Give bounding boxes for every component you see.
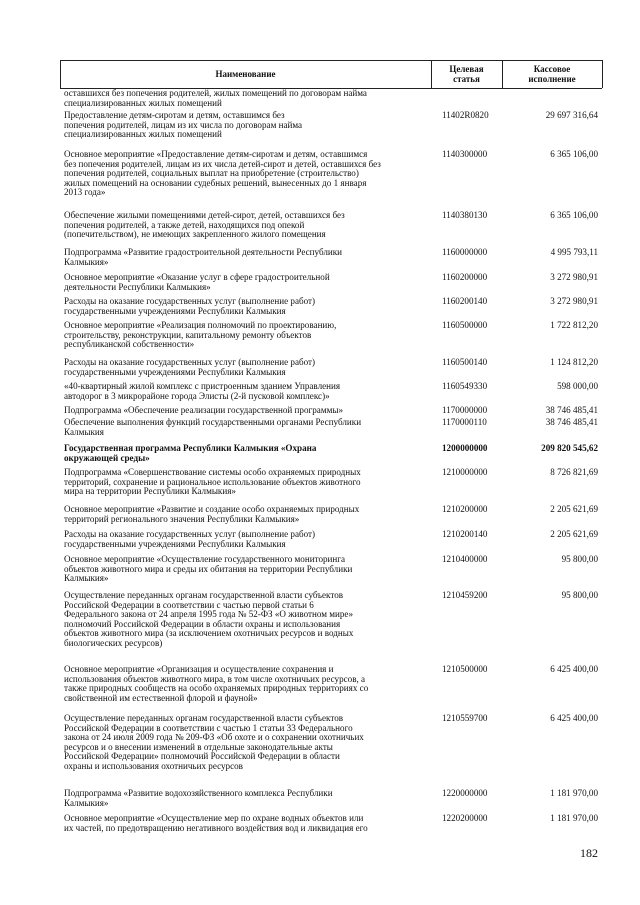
row-name: Основное мероприятие «Предоставление детям-сиротам и детям, оставшимся без попечения родителей, лицам из их числа детей-сирот и детей, оставшихся без попечения родителей, социальных выплат на приобретение (строительство) жилых помещений на основании судебных решений, вынесенных до 1 января 2013 года» <box>64 149 381 198</box>
row-amount: 1 722 812,20 <box>550 320 598 330</box>
page-number: 182 <box>580 846 598 860</box>
row-amount: 38 746 485,41 <box>545 405 598 415</box>
row-name: «40-квартирный жилой комплекс с пристроенным зданием Управления автодорог в 3 микрорайоне города Элисты (2-й пусковой комплекс)» <box>64 381 341 401</box>
row-name: Основное мероприятие «Реализация полномочий по проектированию, строительству, реконструкции, капитальному ремонту объектов республиканской собственности» <box>64 320 337 350</box>
row-code: 1160200000 <box>442 272 488 282</box>
row-amount: 209 820 545,62 <box>541 443 598 453</box>
row-amount: 1 181 970,00 <box>550 788 598 798</box>
table-right-border <box>602 60 603 88</box>
row-name: Расходы на оказание государственных услуг (выполнение работ) государственными учреждениями Республики Калмыкия <box>64 529 316 549</box>
row-code: 1160549330 <box>442 381 488 391</box>
row-code: 1160000000 <box>442 247 488 257</box>
row-code: 1210200140 <box>442 529 488 539</box>
row-code: 1210500000 <box>442 664 488 674</box>
row-code: 1220000000 <box>442 788 488 798</box>
row-name: Расходы на оказание государственных услуг (выполнение работ) государственными учреждениями Республики Калмыкия <box>64 296 316 316</box>
row-code: 1220200000 <box>442 813 488 823</box>
row-name: Осуществление переданных органам государственной власти субъектов Российской Федерации в соответствии с частью 1 статьи 33 Федерального закона от 24 июля 2009 года № 209-ФЗ «Об охоте и о сохранении охотничьих ресурсов и о внесении изменений в отдельные законодательные акты Российской Федерации» полномочий Российской Федерации в области охраны и использования охотничьих ресурсов <box>64 713 364 771</box>
row-name: Основное мероприятие «Организация и осуществление сохранения и использования объектов животного мира, в том числе охотничьих ресурсов, а также природных сообществ на особо охраняемых природных территориях со свойственной им естественной флорой и фауной» <box>64 664 369 703</box>
row-name: Обеспечение жилыми помещениями детей-сирот, детей, оставшихся без попечения родителей, а также детей, находящихся под опекой (попечительством), не имеющих закрепленного жилого помещения <box>64 210 345 240</box>
row-name: Основное мероприятие «Развитие и создание особо охраняемых природных территорий регионального значения Республики Калмыкия» <box>64 504 360 524</box>
row-amount: 4 995 793,11 <box>550 247 598 257</box>
row-name: Расходы на оказание государственных услуг (выполнение работ) государственными учреждениями Республики Калмыкия <box>64 357 316 377</box>
row-amount: 598 000,00 <box>557 381 598 391</box>
row-name: Основное мероприятие «Оказание услуг в сфере градостроительной деятельности Республики Калмыкия» <box>64 272 330 292</box>
row-code: 1210000000 <box>442 467 488 477</box>
row-code: 1210459200 <box>442 590 488 600</box>
row-amount: 1 124 812,20 <box>550 357 598 367</box>
row-code: 1210559700 <box>442 713 488 723</box>
row-name: Основное мероприятие «Осуществление мер по охране водных объектов или их частей, по предотвращению негативного воздействия вод и ликвидация его <box>64 813 368 833</box>
row-amount: 6 425 400,00 <box>550 713 598 723</box>
row-amount: 2 205 621,69 <box>550 504 598 514</box>
row-amount: 8 726 821,69 <box>550 467 598 477</box>
row-name: Государственная программа Республики Калмыкия «Охрана окружающей среды» <box>64 443 317 463</box>
row-name: Подпрограмма «Развитие водохозяйственного комплекса Республики Калмыкия» <box>64 788 333 808</box>
row-code: 1210200000 <box>442 504 488 514</box>
row-name: Основное мероприятие «Осуществление государственного мониторинга объектов животного мира и среды их обитания на территории Республики Калмыкия» <box>64 554 353 584</box>
row-amount: 1 181 970,00 <box>550 813 598 823</box>
row-code: 1160500000 <box>442 320 488 330</box>
row-code: 1170000000 <box>442 405 488 415</box>
row-name: Подпрограмма «Развитие градостроительной деятельности Республики Калмыкия» <box>64 247 343 267</box>
row-amount: 29 697 316,64 <box>545 110 598 120</box>
row-amount: 3 272 980,91 <box>550 272 598 282</box>
header-code: Целевая статья <box>449 63 484 84</box>
header-name: Наименование <box>215 68 276 79</box>
row-amount: 6 365 106,00 <box>550 149 598 159</box>
row-code: 1200000000 <box>442 443 488 453</box>
row-name: Предоставление детям-сиротам и детям, оставшимся без попечения родителей, лицам из их числа по договорам найма специализированных жилых помещений <box>64 110 303 140</box>
row-amount: 95 800,00 <box>561 590 598 600</box>
row-code: 1140300000 <box>442 149 488 159</box>
row-amount: 95 800,00 <box>561 554 598 564</box>
row-code: 1210400000 <box>442 554 488 564</box>
row-name: Обеспечение выполнения функций государственными органами Республики Калмыкия <box>64 417 362 437</box>
row-code: 1160500140 <box>442 357 488 367</box>
row-code: 1140380130 <box>442 210 488 220</box>
row-name: Осуществление переданных органам государственной власти субъектов Российской Федерации в соответствии с частью первой статьи 6 Федерального закона от 24 апреля 1995 года № 52-ФЗ «О животном мире» полномочий Российской Федерации в области охраны и использования объектов животного мира (за исключением охотничьих ресурсов и водных биологических ресурсов) <box>64 590 354 648</box>
row-name: Подпрограмма «Совершенствование системы особо охраняемых природных территорий, сохранение и рациональное использование объектов животного мира на территории Республики Калмыкия» <box>64 467 361 497</box>
row-name: Подпрограмма «Обеспечение реализации государственной программы» <box>64 405 343 415</box>
row-code: 1160200140 <box>442 296 488 306</box>
row-code: 1170000110 <box>442 417 487 427</box>
row-amount: 3 272 980,91 <box>550 296 598 306</box>
header-amount: Кассовое исполнение <box>528 63 576 84</box>
row-amount: 38 746 485,41 <box>545 417 598 427</box>
row-amount: 6 365 106,00 <box>550 210 598 220</box>
row-name: оставшихся без попечения родителей, жилых помещений по договорам найма специализированных жилых помещений <box>64 88 367 108</box>
row-amount: 2 205 621,69 <box>550 529 598 539</box>
row-amount: 6 425 400,00 <box>550 664 598 674</box>
row-code: 11402R0820 <box>442 110 489 120</box>
